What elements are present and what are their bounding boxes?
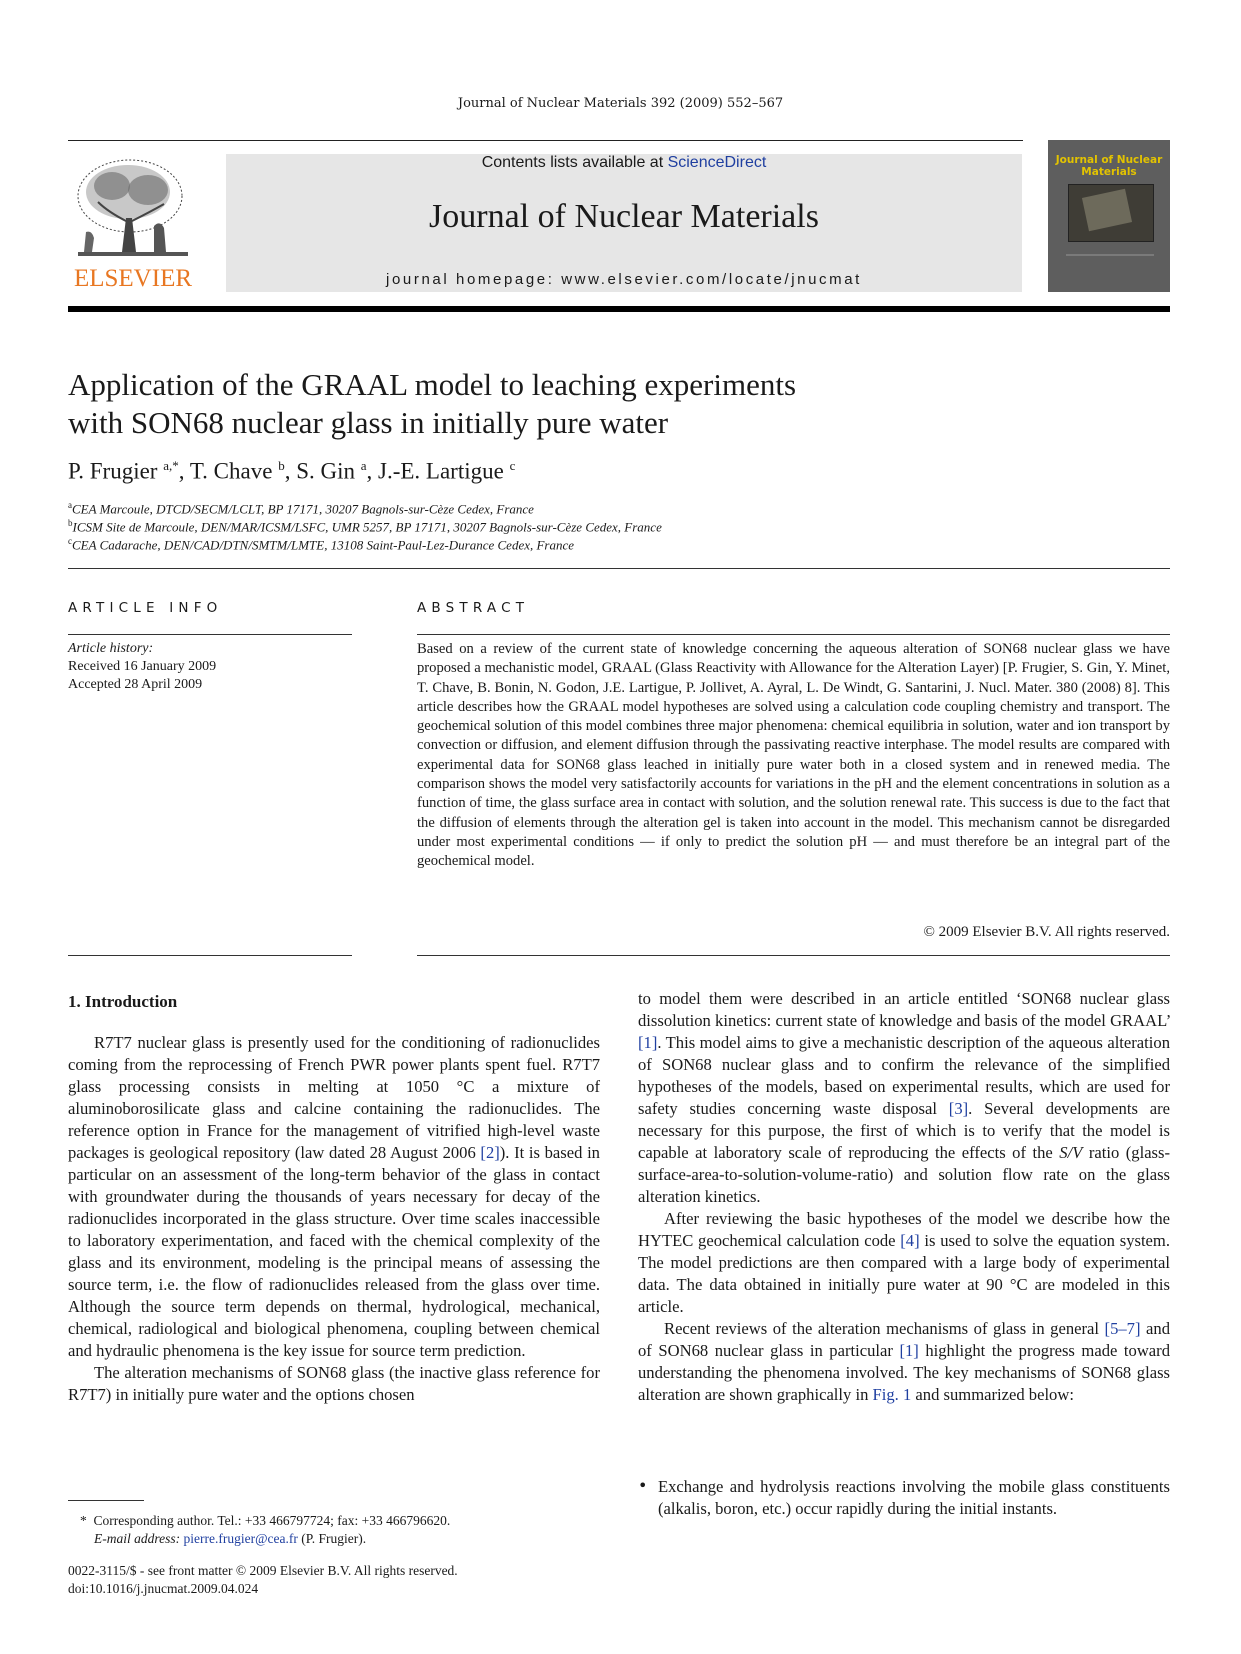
affiliation (68, 518, 662, 535)
reference-link[interactable]: [5–7] (1104, 1319, 1141, 1338)
paragraph-text: to model them were described in an article entitled ‘SON68 nuclear glass dissolution kinetics: current state of knowledge and basis of the model GRAAL’ (638, 989, 1170, 1030)
figure-link[interactable]: Fig. 1 (872, 1385, 912, 1404)
intro-paragraph-4 (638, 1318, 1170, 1406)
email-link[interactable]: pierre.frugier@cea.fr (183, 1531, 298, 1546)
email-note (94, 1530, 366, 1548)
cover-footer-line (1066, 254, 1154, 256)
bullet-text: Exchange and hydrolysis reactions involving the mobile glass constituents (alkalis, boron, etc.) occur rapidly during the initial instants. (658, 1477, 1170, 1518)
journal-banner (226, 154, 1022, 292)
affiliation (68, 536, 574, 553)
abstract-text: Based on a review of the current state of knowledge concerning the aqueous alteration of SON68 nuclear glass we have proposed a mechanistic model, GRAAL (Glass Reactivity with Allowance for the Alteration Layer) [P. Frugier, S. Gin, Y. Minet, T. Chave, B. Bonin, N. Godon, J.E. Lartigue, P. Jollivet, A. Ayral, L. De Windt, G. Santarini, J. Nucl. Mater. 380 (2008) 8]. This article describes how the GRAAL model hypotheses are solved using a calculation code coupling chemistry and transport. The geochemical solution of this model combines three major phenomena: chemical equilibria in solution, water and ion transport by convection or diffusion, and element diffusion through the passivating reactive interphase. The model results are compared with experimental data for SON68 glass leached in initially pure water both in a closed system and in renewed media. The comparison shows the model very satisfactorily accounts for variations in the pH and the element concentrations in solution as a function of time, the glass surface area in contact with solution, and the solution renewal rate. This success is due to the fact that the diffusion of elements through the alteration gel is taken into account in the model. This mechanism cannot be disregarded under most experimental conditions — if only to predict the solution pH — and must therefore be an integral part of the geochemical model. (417, 641, 1170, 870)
author-separator: , (366, 458, 379, 484)
affiliation-text: ICSM Site de Marcoule, DEN/MAR/ICSM/LSFC, UMR 5257, BP 17171, 30207 Bagnols-sur-Cèze Cedex, France (72, 519, 662, 535)
article-history-label: Article history: (68, 641, 154, 656)
reference-link[interactable]: [4] (900, 1231, 920, 1250)
footnote-mark: * (80, 1513, 87, 1528)
reference-link[interactable]: [2] (480, 1143, 500, 1162)
author-name: T. Chave (189, 458, 273, 484)
elsevier-wordmark: ELSEVIER (73, 265, 193, 292)
left-column (68, 1032, 600, 1406)
article-info-rule (68, 634, 352, 635)
footnote-rule (68, 1500, 144, 1501)
bullet-icon: • (638, 1476, 648, 1495)
affiliation (68, 500, 534, 517)
cover-image (1068, 184, 1154, 242)
author-affil-mark[interactable]: b (278, 458, 285, 473)
author-affil-mark[interactable]: a,* (163, 458, 179, 473)
email-label: E-mail address: (94, 1531, 184, 1546)
title-line-1: Application of the GRAAL model to leaching experiments (68, 367, 797, 402)
contents-line (226, 154, 1022, 172)
title-line-2: with SON68 nuclear glass in initially pure water (68, 405, 669, 440)
section-heading-introduction: 1. Introduction (68, 992, 178, 1011)
author-affil-mark[interactable]: c (509, 458, 516, 473)
footnote-text: Corresponding author. Tel.: +33 466797724; fax: +33 466796620. (93, 1513, 451, 1528)
paragraph-text: and summarized below: (911, 1385, 1074, 1404)
affiliation-mark: a (68, 500, 72, 510)
running-head: Journal of Nuclear Materials 392 (2009) 552–567 (457, 96, 784, 111)
contents-prefix: Contents lists available at (481, 154, 668, 171)
paragraph-text: and of SON68 nuclear glass in particular (638, 1319, 1170, 1360)
paragraph-text: highlight the progress made toward understanding the phenomena involved. The key mechanisms of SON68 glass alteration are shown graphically in (638, 1341, 1170, 1404)
reference-link[interactable]: [1] (638, 1033, 658, 1052)
received-date: Received 16 January 2009 (68, 659, 217, 674)
author-name: J.-E. Lartigue (378, 458, 504, 484)
author-name: P. Frugier (68, 458, 158, 484)
sciencedirect-link[interactable]: ScienceDirect (667, 154, 767, 171)
cover-image-shape (1082, 189, 1132, 231)
author-affil-mark[interactable]: a (360, 458, 367, 473)
article-info-bottom-rule (68, 955, 352, 956)
article-info-heading: ARTICLE INFO (68, 600, 223, 616)
author-separator: , (178, 458, 190, 484)
right-column (638, 988, 1170, 1406)
sv-symbol: S/V (1059, 1143, 1083, 1162)
article-title (68, 366, 968, 442)
affiliation-rule (68, 568, 1170, 569)
intro-paragraph-1 (68, 1032, 600, 1362)
intro-paragraph-2-continued (638, 988, 1170, 1208)
reference-link[interactable]: [1] (899, 1341, 919, 1360)
author-name: S. Gin (296, 458, 355, 484)
affiliation-mark: c (68, 536, 72, 546)
paragraph-text: ). It is based in particular on an assessment of the long-term behavior of the glass in contact with groundwater during the thousands of years necessary for decay of the radionuclides incorporated in the glass structure. Over time scales inaccessible to laboratory experimentation, and faced with the chemical complexity of the glass and its environment, modeling is the principal means of assessing the source term, i.e. the flow of radionuclides released from the glass over time. Although the source term depends on thermal, hydrological, mechanical, chemical, radiological and biological phenomena, coupling between chemical and hydraulic phenomena is the key issue for source term prediction. (68, 1143, 600, 1360)
abstract-copyright: © 2009 Elsevier B.V. All rights reserved. (923, 924, 1170, 940)
paragraph-text: R7T7 nuclear glass is presently used for the conditioning of radionuclides coming from the reprocessing of French PWR power plants spent fuel. R7T7 glass processing consists in melting at 1050 °C a mixture of aluminoborosilicate glass and calcine containing the radionuclides. The reference option in France for the management of vitrified high-level waste packages is geological repository (law dated 28 August 2006 (68, 1033, 600, 1162)
journal-homepage[interactable]: journal homepage: www.elsevier.com/locate/jnucmat (386, 271, 862, 288)
journal-cover[interactable] (1048, 140, 1170, 292)
abstract-heading: ABSTRACT (417, 600, 530, 616)
intro-paragraph-3 (638, 1208, 1170, 1318)
abstract-rule (417, 634, 1170, 635)
header-top-rule (68, 140, 1023, 141)
intro-paragraph-2: The alteration mechanisms of SON68 glass (the inactive glass reference for R7T7) in initially pure water and the options chosen (68, 1363, 600, 1404)
affiliation-mark: b (68, 518, 73, 528)
paragraph-text: Recent reviews of the alteration mechanisms of glass in general (664, 1319, 1105, 1338)
accepted-date: Accepted 28 April 2009 (68, 677, 203, 692)
issn-line: 0022-3115/$ - see front matter © 2009 Elsevier B.V. All rights reserved. (68, 1563, 458, 1578)
affiliation-text: CEA Cadarache, DEN/CAD/DTN/SMTM/LMTE, 13108 Saint-Paul-Lez-Durance Cedex, France (72, 537, 575, 553)
author-separator: , (284, 458, 297, 484)
elsevier-logo[interactable] (68, 152, 198, 292)
author-list (68, 458, 515, 485)
paragraph-text: After reviewing the basic hypotheses of the model we describe how the HYTEC geochemical calculation code (638, 1209, 1170, 1250)
affiliation-text: CEA Marcoule, DTCD/SECM/LCLT, BP 17171, 30207 Bagnols-sur-Cèze Cedex, France (72, 501, 534, 517)
abstract-bottom-rule (417, 955, 1170, 956)
journal-name: Journal of Nuclear Materials (429, 198, 819, 235)
doi-line[interactable]: doi:10.1016/j.jnucmat.2009.04.024 (68, 1581, 259, 1596)
paragraph-text: ratio (glass-surface-area-to-solution-volume-ratio) and solution flow rate on the glass alteration kinetics. (638, 1143, 1170, 1206)
corresponding-author-note (80, 1512, 450, 1530)
email-tail: (P. Frugier). (297, 1531, 367, 1546)
paragraph-text: . Several developments are necessary for this purpose, the first of which is to verify that the model is capable at laboratory scale of reproducing the effects of the (638, 1099, 1170, 1162)
cover-title: Journal of Nuclear Materials (1055, 154, 1163, 178)
paragraph-text: is used to solve the equation system. The model predictions are then compared with a large body of experimental data. The data obtained in initially pure water at 90 °C are modeled in this article. (638, 1231, 1170, 1316)
header-thick-rule (68, 306, 1170, 312)
reference-link[interactable]: [3] (948, 1099, 969, 1118)
tree-icon (68, 152, 198, 292)
paragraph-text: . This model aims to give a mechanistic description of the aqueous alteration of SON68 nuclear glass and to confirm the relevance of the simplified hypotheses of the models, based on experimental results, which are used for safety studies concerning waste disposal (638, 1033, 1170, 1118)
